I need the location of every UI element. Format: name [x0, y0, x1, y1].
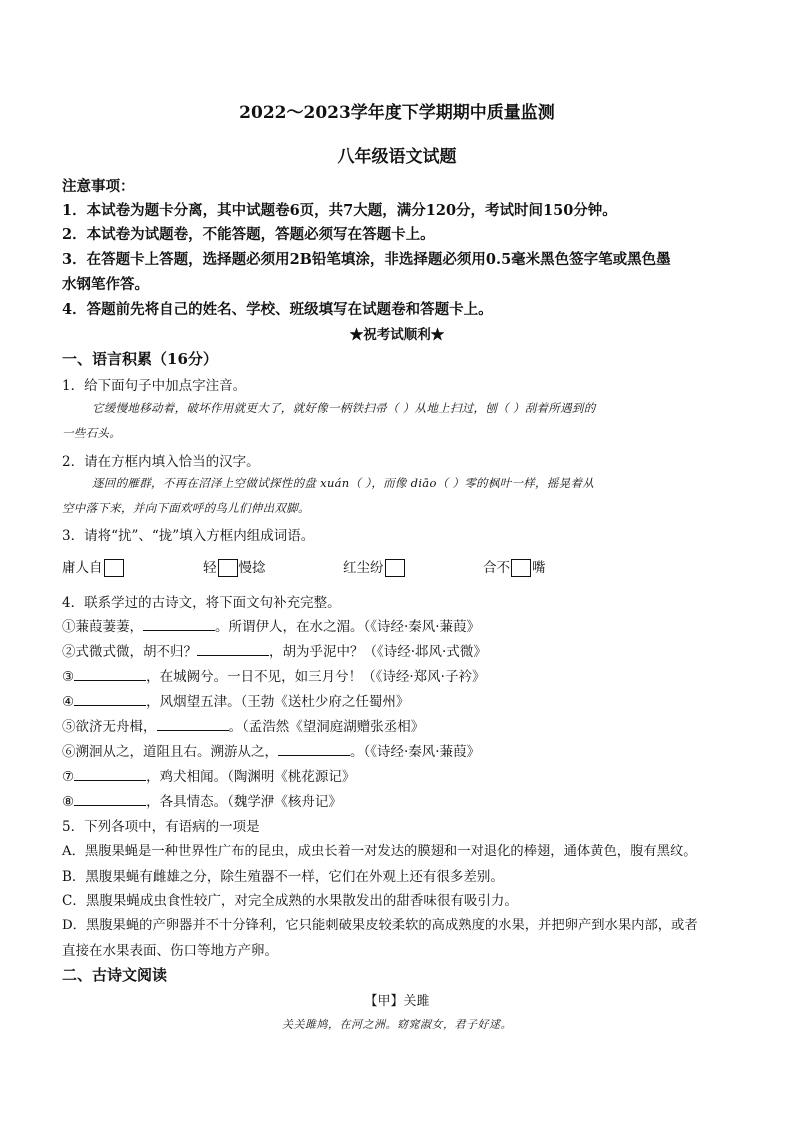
- answer-box[interactable]: [385, 559, 405, 577]
- q4-line-pre: ③: [62, 669, 75, 685]
- answer-blank[interactable]: [74, 793, 146, 806]
- q4-line-post: ，各具情态。（魏学洢《核舟记》: [146, 794, 342, 810]
- q4-line: [62, 690, 409, 710]
- q2-passage: 逐回的雁群，不再在沼泽上空做试探性的盘 xuán（ ），而像 diāo（ ）零的枫叶一样，摇晃着从: [92, 476, 595, 490]
- q5-option-d: D．黑腹果蝇的产卵器并不十分锋利，它只能刺破果皮较柔软的高成熟度的水果，并把卵产到水果内部，或者: [62, 918, 698, 933]
- q3-item-after: 慢捻: [238, 560, 266, 576]
- q1-stem: 1．给下面句子中加点字注音。: [62, 378, 247, 394]
- q4-line-post: 。（《诗经·秦风·蒹葭》: [350, 744, 481, 760]
- notes-item: 3．在答题卡上答题，选择题必须用2B铅笔填涂，非选择题必须用0.5毫米黑色签字笔或黑色墨: [62, 251, 671, 268]
- blessing-text: ★祝考试顺利★: [349, 327, 445, 343]
- q4-line: [62, 640, 487, 660]
- answer-blank[interactable]: [74, 768, 146, 781]
- q4-line-pre: ②式微式微，胡不归？: [62, 644, 197, 660]
- q2-passage: 空中落下来，并向下面欢呼的鸟儿们伸出双脚。: [62, 501, 310, 515]
- q4-line: [62, 740, 480, 760]
- page-subtitle: 八年级语文试题: [337, 147, 457, 167]
- answer-box[interactable]: [218, 559, 238, 577]
- notes-item: 水钢笔作答。: [62, 276, 149, 293]
- answer-blank[interactable]: [74, 668, 146, 681]
- q4-line: [62, 765, 355, 785]
- answer-blank[interactable]: [197, 643, 269, 656]
- q4-line-post: ，风烟望五津。（王勃《送杜少府之任蜀州》: [146, 694, 410, 710]
- q5-stem: 5．下列各项中，有语病的一项是: [62, 819, 260, 835]
- q2-stem: 2．请在方框内填入恰当的汉字。: [62, 454, 260, 470]
- q3-item-before: 红尘纷: [343, 560, 384, 576]
- q3-item: [343, 556, 406, 577]
- section2-heading: 二、古诗文阅读: [62, 966, 168, 984]
- notes-heading: 注意事项：: [62, 178, 135, 195]
- q4-line-post: ，胡为乎泥中？（《诗经·邶风·式微》: [269, 644, 487, 660]
- poem-title: 【甲】关雎: [364, 994, 430, 1009]
- answer-blank[interactable]: [74, 693, 146, 706]
- notes-item: 4．答题前先将自己的姓名、学校、班级填写在试题卷和答题卡上。: [62, 301, 493, 318]
- q3-item-before: 轻: [203, 560, 217, 576]
- q5-option-c: C．黑腹果蝇成虫食性较广，对完全成熟的水果散发出的甜香味很有吸引力。: [62, 893, 518, 909]
- q4-line: [62, 790, 342, 810]
- q4-stem: 4．联系学过的古诗文，将下面文句补充完整。: [62, 595, 341, 611]
- notes-item: 2．本试卷为试题卷，不能答题，答题必须写在答题卡上。: [62, 226, 435, 243]
- q4-line: [62, 665, 485, 685]
- q4-line-pre: ⑦: [62, 769, 75, 785]
- q5-option-a: A．黑腹果蝇是一种世界性广布的昆虫，成虫长着一对发达的膜翅和一对退化的棒翅，通体黄色，腹有黑纹。: [62, 844, 697, 859]
- answer-blank[interactable]: [157, 718, 229, 731]
- q4-line-pre: ⑥溯洄从之，道阻且右。溯游从之，: [62, 744, 278, 760]
- poem-line: 关关雎鸠，在河之洲。窈窕淑女，君子好逑。: [282, 1018, 512, 1031]
- q5-option-b: B．黑腹果蝇有雌雄之分，除生殖器不一样，它们在外观上还有很多差别。: [62, 869, 504, 885]
- answer-blank[interactable]: [278, 743, 350, 756]
- q3-stem: 3．请将“扰”、“拢”填入方框内组成词语。: [62, 528, 315, 544]
- answer-blank[interactable]: [143, 618, 215, 631]
- q3-item: [203, 556, 266, 577]
- answer-box[interactable]: [104, 559, 124, 577]
- q1-passage: 它缓慢地移动着，破坏作用就更大了，就好像一柄铁扫帚（ ）从地上扫过，刨（ ）刮着所遇到的: [92, 401, 596, 415]
- q3-item: [483, 556, 546, 577]
- q4-line: [62, 615, 480, 635]
- section1-heading: 一、语言积累（16分）: [62, 350, 218, 368]
- q4-line-post: 。（孟浩然《望洞庭湖赠张丞相》: [228, 719, 425, 735]
- answer-box[interactable]: [511, 559, 531, 577]
- q4-line-post: 。所谓伊人，在水之湄。（《诗经·秦风·蒹葭》: [215, 619, 481, 635]
- page-title: 2022～2023学年度下学期期中质量监测: [239, 103, 555, 123]
- q4-line-post: ，在城阙兮。一日不见，如三月兮！（《诗经·郑风·子衿》: [146, 669, 486, 685]
- q1-passage: 一些石头。: [62, 426, 121, 440]
- q3-item-before: 庸人自: [62, 560, 103, 576]
- q4-line-pre: ①蒹葭萋萋，: [62, 619, 143, 635]
- q3-item: [62, 556, 125, 577]
- q5-option-d-cont: 直接在水果表面、伤口等地方产卵。: [62, 943, 278, 959]
- q4-line-pre: ⑤欲济无舟楫，: [62, 719, 157, 735]
- q4-line-pre: ⑧: [62, 794, 75, 810]
- q3-item-before: 合不: [483, 560, 510, 576]
- q4-line: [62, 715, 424, 735]
- notes-item: 1．本试卷为题卡分离，其中试题卷6页，共7大题，满分120分，考试时间150分钟。: [62, 202, 617, 219]
- q4-line-pre: ④: [62, 694, 75, 710]
- q4-line-post: ，鸡犬相闻。（陶渊明《桃花源记》: [146, 769, 356, 785]
- q3-item-after: 嘴: [532, 560, 546, 576]
